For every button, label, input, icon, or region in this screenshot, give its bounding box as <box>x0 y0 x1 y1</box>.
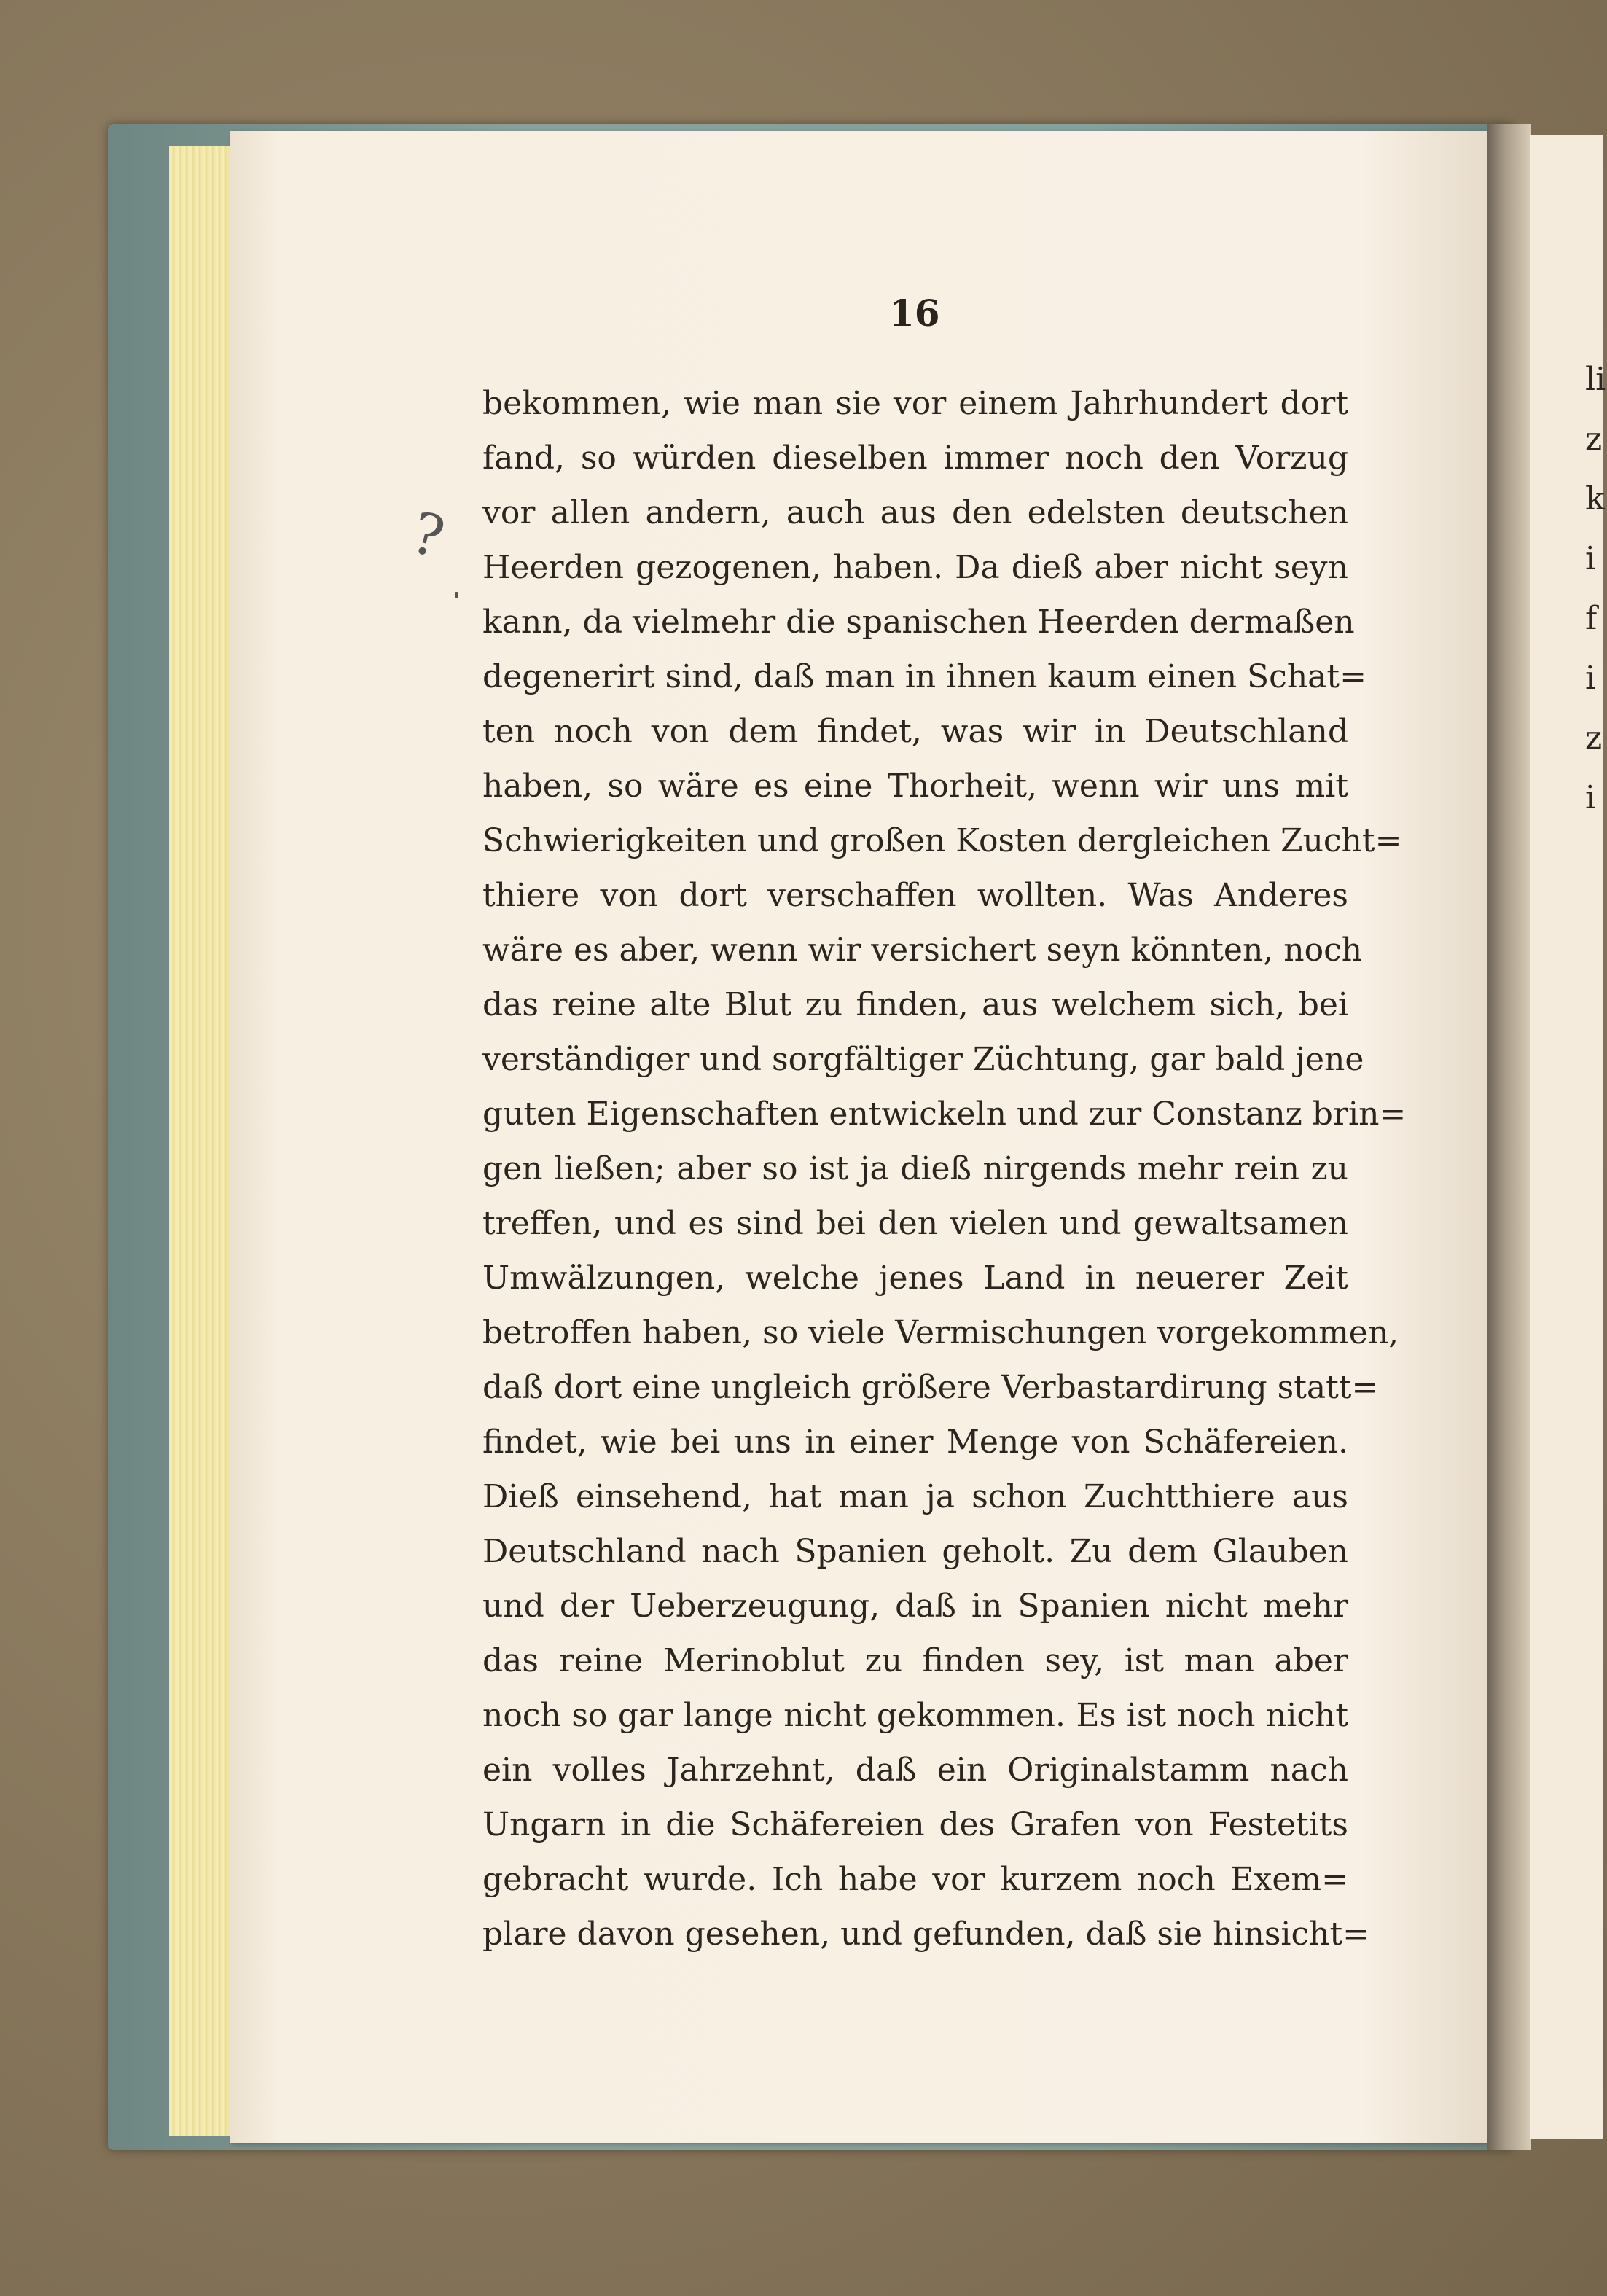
text-line: fand, so würden dieselben immer noch den Vorzug <box>482 440 1348 477</box>
text-line: wäre es aber, wenn wir versichert seyn könnten, noch <box>482 932 1363 969</box>
next-page-text-fragment <box>1585 350 1607 828</box>
text-line: betroffen haben, so viele Vermischungen vorgekommen, <box>482 1314 1399 1351</box>
next-page-fragment-line: i <box>1585 660 1596 697</box>
text-line: das reine Merinoblut zu finden sey, ist man aber <box>482 1642 1348 1679</box>
text-line: plare davon gesehen, und gefunden, daß sie hinsicht= <box>482 1916 1370 1953</box>
next-page-fragment-line: z <box>1585 421 1603 458</box>
text-line: gen ließen; aber so ist ja dieß nirgends mehr rein zu <box>482 1150 1348 1187</box>
next-page-fragment-line: k <box>1585 480 1605 518</box>
text-line: kann, da vielmehr die spanischen Heerden dermaßen <box>482 604 1355 641</box>
text-line: das reine alte Blut zu finden, aus welchem sich, bei <box>482 986 1348 1023</box>
text-line: gebracht wurde. Ich habe vor kurzem noch Exem= <box>482 1861 1348 1898</box>
text-line: Ungarn in die Schäfereien des Grafen von Festetits <box>482 1806 1348 1843</box>
text-line: noch so gar lange nicht gekommen. Es ist noch nicht <box>482 1697 1348 1734</box>
text-line: haben, so wäre es eine Thorheit, wenn wir uns mit <box>482 768 1348 805</box>
text-line: Schwierigkeiten und großen Kosten dergleichen Zucht= <box>482 822 1402 859</box>
text-line: ein volles Jahrzehnt, daß ein Originalstamm nach <box>482 1752 1348 1789</box>
text-line: findet, wie bei uns in einer Menge von Schäfereien. <box>482 1424 1348 1461</box>
text-line: guten Eigenschaften entwickeln und zur Constanz brin= <box>482 1096 1407 1133</box>
next-page-fragment-line: f <box>1585 600 1598 637</box>
text-line: Heerden gezogenen, haben. Da dieß aber nicht seyn <box>482 549 1348 586</box>
text-line: bekommen, wie man sie vor einem Jahrhundert dort <box>482 385 1348 422</box>
text-line: Dieß einsehend, hat man ja schon Zuchtthiere aus <box>482 1478 1348 1515</box>
book-gutter <box>1487 124 1531 2150</box>
text-line: ten noch von dem findet, was wir in Deutschland <box>482 713 1348 750</box>
margin-dot <box>455 592 458 598</box>
text-line: thiere von dort verschaffen wollten. Was Anderes <box>482 877 1348 914</box>
next-page-fragment-line: i <box>1585 540 1596 577</box>
text-line: treffen, und es sind bei den vielen und gewaltsamen <box>482 1205 1348 1242</box>
text-line: vor allen andern, auch aus den edelsten deutschen <box>482 494 1348 531</box>
text-line: Deutschland nach Spanien geholt. Zu dem Glauben <box>482 1533 1348 1570</box>
text-line: verständiger und sorgfältiger Züchtung, gar bald jene <box>482 1041 1364 1078</box>
page-number: 16 <box>889 292 940 335</box>
body-text <box>482 376 1407 1961</box>
text-line: Umwälzungen, welche jenes Land in neuerer Zeit <box>482 1260 1348 1297</box>
next-page-fragment-line: i <box>1585 779 1596 816</box>
next-page-fragment-line: li <box>1585 361 1606 398</box>
next-page-fragment-line: z <box>1585 719 1603 757</box>
text-line: degenerirt sind, daß man in ihnen kaum einen Schat= <box>482 658 1366 695</box>
margin-question-mark: ? <box>404 500 451 571</box>
text-line: daß dort eine ungleich größere Verbastardirung statt= <box>482 1369 1379 1406</box>
text-line: und der Ueberzeugung, daß in Spanien nicht mehr <box>482 1588 1348 1625</box>
